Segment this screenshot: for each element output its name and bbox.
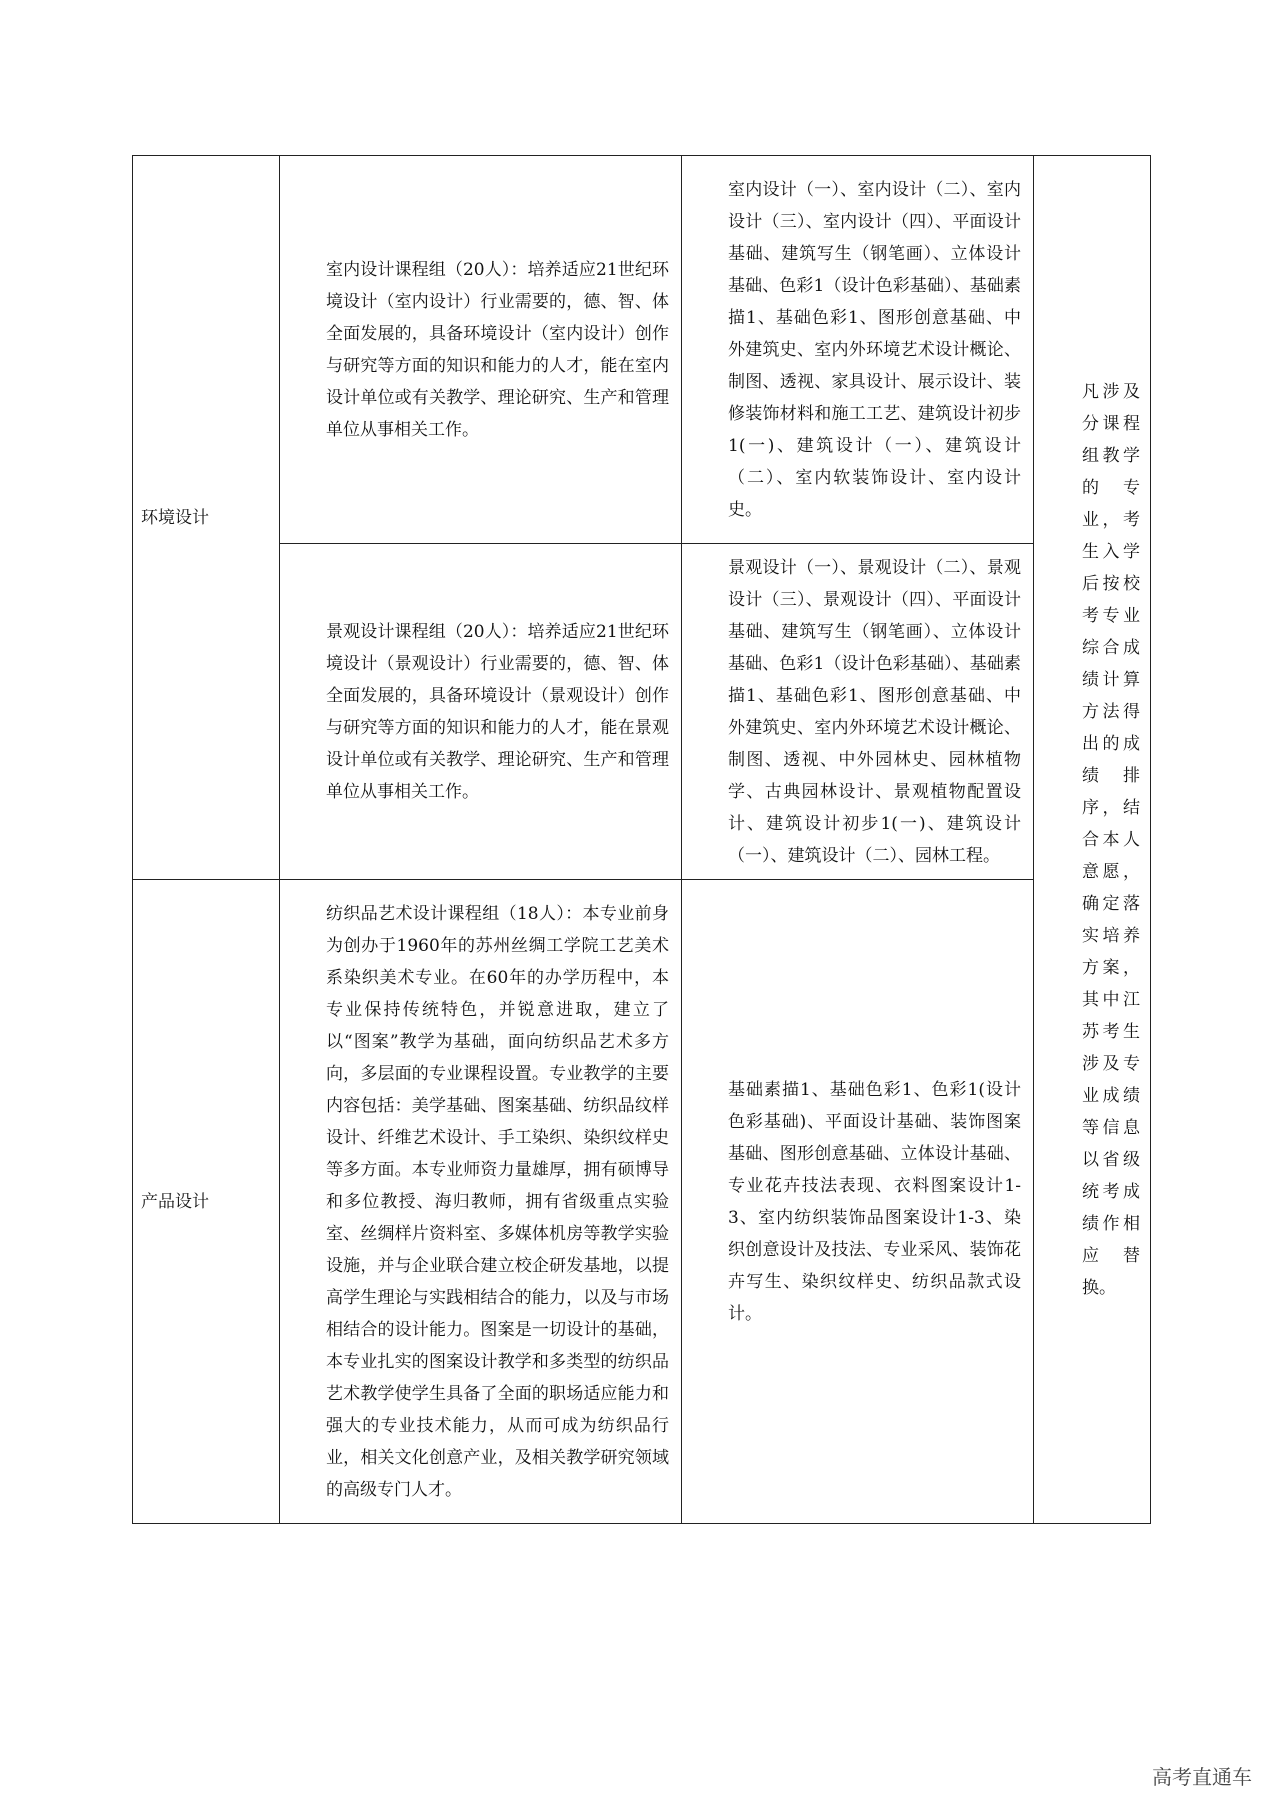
landscape-group-description (280, 544, 682, 880)
program-table (132, 155, 1151, 1524)
cell-text: 室内设计课程组（20人）：培养适应21世纪环境设计（室内设计）行业需要的，德、智、体全面发展的，具备环境设计（室内设计）创作与研究等方面的知识和能力的人才，能在室内设计单位或有关教学、理论研究、生产和管理单位从事相关工作。 (326, 259, 669, 440)
textile-group-description (280, 880, 682, 1524)
textile-group-courses (682, 880, 1034, 1524)
remark-note (1034, 156, 1151, 1524)
major-label: 产品设计 (141, 1191, 209, 1212)
cell-text: 景观设计（一）、景观设计（二）、景观设计（三）、景观设计（四）、平面设计基础、建筑写生（钢笔画）、立体设计基础、色彩1（设计色彩基础）、基础素描1、基础色彩1、图形创意基础、中外建筑史、室内外环境艺术设计概论、制图、透视、中外园林史、园林植物学、古典园林设计、景观植物配置设计、建筑设计初步1(一)、建筑设计（一）、建筑设计（二）、园林工程。 (728, 557, 1021, 866)
major-environment-design (133, 156, 280, 880)
major-product-design (133, 880, 280, 1524)
cell-text: 纺织品艺术设计课程组（18人）：本专业前身为创办于1960年的苏州丝绸工学院工艺美术系染织美术专业。在60年的办学历程中，本专业保持传统特色，并锐意进取，建立了以“图案”教学为基础，面向纺织品艺术多方向，多层面的专业课程设置。专业教学的主要内容包括：美学基础、图案基础、纺织品纹样设计、纤维艺术设计、手工染织、染织纹样史等多方面。本专业师资力量雄厚，拥有硕博导和多位教授、海归教师，拥有省级重点实验室、丝绸样片资料室、多媒体机房等教学实验设施，并与企业联合建立校企研发基地，以提高学生理论与实践相结合的能力，以及与市场相结合的设计能力。图案是一切设计的基础，本专业扎实的图案设计教学和多类型的纺织品艺术教学使学生具备了全面的职场适应能力和强大的专业技术能力，从而可成为纺织品行业，相关文化创意产业，及相关教学研究领域的高级专门人才。 (326, 903, 669, 1500)
major-label: 环境设计 (141, 507, 209, 528)
interior-group-description (280, 156, 682, 544)
cell-text: 凡涉及分课程组教学的专业，考生入学后按校考专业综合成绩计算方法得出的成绩排序，结合本人意愿，确定落实培养方案，其中江苏考生涉及专业成绩等信息以省级统考成绩作相应替换。 (1082, 381, 1140, 1298)
watermark-text: 高考直通车 (1152, 1765, 1252, 1789)
landscape-group-courses (682, 544, 1034, 880)
cell-text: 基础素描1、基础色彩1、色彩1(设计色彩基础)、平面设计基础、装饰图案基础、图形创意基础、立体设计基础、专业花卉技法表现、衣料图案设计1-3、室内纺织装饰品图案设计1-3、染织创意设计及技法、专业采风、装饰花卉写生、染织纹样史、纺织品款式设计。 (728, 1079, 1021, 1324)
cell-text: 室内设计（一）、室内设计（二）、室内设计（三）、室内设计（四）、平面设计基础、建筑写生（钢笔画）、立体设计基础、色彩1（设计色彩基础）、基础素描1、基础色彩1、图形创意基础、中外建筑史、室内外环境艺术设计概论、制图、透视、家具设计、展示设计、装修装饰材料和施工工艺、建筑设计初步1(一)、建筑设计（一）、建筑设计（二）、室内软装饰设计、室内设计史。 (728, 179, 1021, 520)
cell-text: 景观设计课程组（20人）：培养适应21世纪环境设计（景观设计）行业需要的，德、智、体全面发展的，具备环境设计（景观设计）创作与研究等方面的知识和能力的人才，能在景观设计单位或有关教学、理论研究、生产和管理单位从事相关工作。 (326, 621, 669, 802)
interior-group-courses (682, 156, 1034, 544)
